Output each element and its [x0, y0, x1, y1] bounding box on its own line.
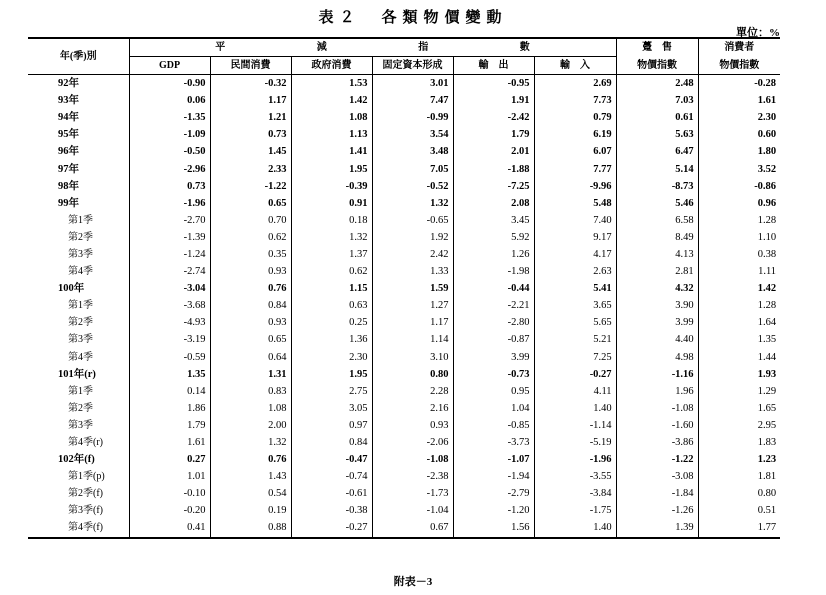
table-cell: 4.17	[534, 246, 616, 263]
table-cell: 2.01	[453, 143, 534, 160]
table-cell: 1.21	[210, 109, 291, 126]
table-cell: -0.32	[210, 75, 291, 93]
table-row	[28, 75, 780, 93]
table-cell: -1.07	[453, 451, 534, 468]
table-cell: 1.40	[534, 519, 616, 537]
table-cell: -3.84	[534, 485, 616, 502]
table-cell: 3.90	[616, 297, 698, 314]
row-label: 95年	[58, 129, 79, 141]
table-cell: -1.22	[616, 451, 698, 468]
table-cell: 1.86	[129, 400, 210, 417]
table-cell: 1.35	[129, 366, 210, 383]
wholesale-header-top: 躉 售	[616, 38, 698, 57]
table-cell: 7.77	[534, 160, 616, 177]
table-cell: 1.79	[453, 126, 534, 143]
table-cell: 1.08	[210, 400, 291, 417]
price-change-table	[28, 37, 780, 539]
table-cell: -0.61	[291, 485, 372, 502]
table-cell: 0.51	[698, 502, 780, 519]
table-cell: 1.91	[453, 92, 534, 109]
table-cell: -3.19	[129, 331, 210, 348]
table-cell: 1.61	[129, 434, 210, 451]
table-cell: 2.75	[291, 383, 372, 400]
table-row	[28, 178, 780, 195]
table-cell: 0.18	[291, 212, 372, 229]
table-cell: -2.79	[453, 485, 534, 502]
table-cell: -1.24	[129, 246, 210, 263]
table-cell: 1.43	[210, 468, 291, 485]
table-cell: 1.79	[129, 417, 210, 434]
table-body	[28, 75, 780, 538]
row-label: 第4季(r)	[68, 437, 103, 449]
table-row	[28, 297, 780, 314]
table-cell: -1.98	[453, 263, 534, 280]
table-cell: -0.27	[291, 519, 372, 537]
table-cell: -0.50	[129, 143, 210, 160]
row-label: 99年	[58, 197, 79, 209]
table-cell: 0.62	[291, 263, 372, 280]
table-cell: 1.36	[291, 331, 372, 348]
table-cell: -0.95	[453, 75, 534, 93]
table-row	[28, 160, 780, 177]
table-cell: -3.55	[534, 468, 616, 485]
table-cell: -3.08	[616, 468, 698, 485]
table-row	[28, 451, 780, 468]
table-cell: 2.81	[616, 263, 698, 280]
row-label: 第1季	[68, 385, 93, 397]
table-cell: 0.06	[129, 92, 210, 109]
table-cell: 1.39	[616, 519, 698, 537]
table-cell: 0.35	[210, 246, 291, 263]
row-label: 第1季	[68, 214, 93, 226]
table-cell: -2.74	[129, 263, 210, 280]
table-cell: 4.13	[616, 246, 698, 263]
col-gdp: GDP	[129, 57, 210, 75]
col-private-consumption: 民間消費	[210, 57, 291, 75]
table-cell: -1.73	[372, 485, 453, 502]
table-cell: 3.10	[372, 349, 453, 366]
row-label: 96年	[58, 146, 79, 158]
table-cell: 1.31	[210, 366, 291, 383]
table-cell: -0.44	[453, 280, 534, 297]
table-row	[28, 417, 780, 434]
table-cell: -0.85	[453, 417, 534, 434]
table-cell: -2.21	[453, 297, 534, 314]
table-row	[28, 212, 780, 229]
table-cell: -1.08	[616, 400, 698, 417]
table-cell: 5.48	[534, 195, 616, 212]
table-cell: 1.13	[291, 126, 372, 143]
table-cell: -1.60	[616, 417, 698, 434]
group-char-3: 指	[418, 42, 429, 53]
table-cell: -3.73	[453, 434, 534, 451]
table-cell: -1.08	[372, 451, 453, 468]
row-label: 101年(r)	[58, 368, 96, 380]
table-cell: 0.27	[129, 451, 210, 468]
table-row	[28, 331, 780, 348]
table-cell: -0.38	[291, 502, 372, 519]
col-fixed-capital: 固定資本形成	[372, 57, 453, 75]
table-cell: 1.59	[372, 280, 453, 297]
row-label-header: 年(季)別	[28, 38, 129, 75]
table-cell: 6.19	[534, 126, 616, 143]
table-cell: 7.05	[372, 160, 453, 177]
col-government-consumption: 政府消費	[291, 57, 372, 75]
table-cell: 1.10	[698, 229, 780, 246]
table-cell: -0.73	[453, 366, 534, 383]
table-cell: -0.86	[698, 178, 780, 195]
table-cell: 0.80	[698, 485, 780, 502]
table-cell: -1.20	[453, 502, 534, 519]
table-row	[28, 434, 780, 451]
unit-label: 單位：%	[736, 27, 780, 39]
row-label: 102年(f)	[58, 454, 95, 466]
row-label: 100年	[58, 283, 85, 295]
table-cell: 0.70	[210, 212, 291, 229]
table-cell: 0.73	[210, 126, 291, 143]
table-cell: -1.75	[534, 502, 616, 519]
table-cell: 2.33	[210, 160, 291, 177]
table-cell: -0.52	[372, 178, 453, 195]
table-cell: 8.49	[616, 229, 698, 246]
table-row	[28, 502, 780, 519]
table-cell: 1.15	[291, 280, 372, 297]
table-row	[28, 143, 780, 160]
table-cell: -1.09	[129, 126, 210, 143]
table-cell: 1.95	[291, 366, 372, 383]
table-cell: 4.98	[616, 349, 698, 366]
table-cell: 4.32	[616, 280, 698, 297]
table-cell: -3.68	[129, 297, 210, 314]
deflator-group-header	[129, 38, 616, 57]
table-cell: -1.84	[616, 485, 698, 502]
table-row	[28, 519, 780, 537]
row-label: 第2季	[68, 317, 93, 329]
group-char-4: 數	[519, 42, 530, 53]
table-cell: 5.92	[453, 229, 534, 246]
row-label: 第1季	[68, 300, 93, 312]
row-label: 第3季	[68, 334, 93, 346]
table-cell: 3.65	[534, 297, 616, 314]
table-cell: 1.14	[372, 331, 453, 348]
table-cell: 3.01	[372, 75, 453, 93]
table-cell: 1.01	[129, 468, 210, 485]
row-label: 第2季	[68, 402, 93, 414]
table-cell: 3.54	[372, 126, 453, 143]
table-cell: -2.96	[129, 160, 210, 177]
table-cell: 5.14	[616, 160, 698, 177]
table-row	[28, 263, 780, 280]
table-cell: 3.52	[698, 160, 780, 177]
page-footer: 附表－3	[393, 576, 433, 588]
table-cell: -0.87	[453, 331, 534, 348]
table-cell: 0.83	[210, 383, 291, 400]
table-cell: 0.38	[698, 246, 780, 263]
table-cell: 0.76	[210, 451, 291, 468]
table-cell: 2.95	[698, 417, 780, 434]
table-cell: 5.46	[616, 195, 698, 212]
table-cell: -1.35	[129, 109, 210, 126]
table-cell: 0.65	[210, 331, 291, 348]
table-cell: 1.42	[291, 92, 372, 109]
table-cell: 1.17	[210, 92, 291, 109]
row-label: 98年	[58, 180, 79, 192]
table-cell: 1.32	[210, 434, 291, 451]
table-cell: 2.16	[372, 400, 453, 417]
table-cell: 0.96	[698, 195, 780, 212]
table-cell: 0.73	[129, 178, 210, 195]
table-cell: 1.44	[698, 349, 780, 366]
table-cell: 2.30	[698, 109, 780, 126]
col-imports: 輸 入	[534, 57, 616, 75]
table-cell: 1.93	[698, 366, 780, 383]
row-label: 97年	[58, 163, 79, 175]
table-cell: 1.42	[698, 280, 780, 297]
table-cell: 4.40	[616, 331, 698, 348]
table-cell: 6.47	[616, 143, 698, 160]
table-cell: 0.84	[291, 434, 372, 451]
table-cell: 0.60	[698, 126, 780, 143]
table-cell: 0.67	[372, 519, 453, 537]
table-cell: 1.28	[698, 212, 780, 229]
table-cell: 2.00	[210, 417, 291, 434]
table-cell: -2.38	[372, 468, 453, 485]
table-cell: 7.25	[534, 349, 616, 366]
table-cell: -3.86	[616, 434, 698, 451]
table-cell: -0.65	[372, 212, 453, 229]
row-label: 第2季	[68, 231, 93, 243]
row-label: 第3季	[68, 248, 93, 260]
table-cell: 1.11	[698, 263, 780, 280]
table-cell: -0.27	[534, 366, 616, 383]
table-cell: -7.25	[453, 178, 534, 195]
table-cell: 7.40	[534, 212, 616, 229]
table-cell: 1.33	[372, 263, 453, 280]
table-cell: 0.93	[372, 417, 453, 434]
table-cell: -1.96	[129, 195, 210, 212]
table-row	[28, 126, 780, 143]
table-cell: 0.80	[372, 366, 453, 383]
table-cell: 0.63	[291, 297, 372, 314]
table-cell: 1.61	[698, 92, 780, 109]
table-cell: 0.61	[616, 109, 698, 126]
table-cell: 1.56	[453, 519, 534, 537]
table-cell: 1.83	[698, 434, 780, 451]
table-cell: -0.28	[698, 75, 780, 93]
table-cell: 1.95	[291, 160, 372, 177]
table-cell: 1.27	[372, 297, 453, 314]
table-cell: -9.96	[534, 178, 616, 195]
row-label: 第4季(f)	[68, 522, 103, 534]
table-cell: 1.53	[291, 75, 372, 93]
page-title: 表２ 各類物價變動	[318, 10, 508, 26]
table-cell: 1.80	[698, 143, 780, 160]
row-label: 第3季	[68, 419, 93, 431]
table-cell: 1.65	[698, 400, 780, 417]
table-cell: 0.41	[129, 519, 210, 537]
table-row	[28, 383, 780, 400]
row-label: 94年	[58, 112, 79, 124]
table-cell: -4.93	[129, 314, 210, 331]
table-cell: -1.04	[372, 502, 453, 519]
table-cell: 2.08	[453, 195, 534, 212]
table-cell: 1.64	[698, 314, 780, 331]
table-cell: 5.65	[534, 314, 616, 331]
row-label: 93年	[58, 95, 79, 107]
table-cell: -1.16	[616, 366, 698, 383]
table-cell: 1.32	[291, 229, 372, 246]
consumer-header-bottom: 物價指數	[698, 57, 780, 75]
table-row	[28, 280, 780, 297]
table-cell: -0.74	[291, 468, 372, 485]
table-cell: 5.63	[616, 126, 698, 143]
table-cell: -8.73	[616, 178, 698, 195]
table-cell: 1.35	[698, 331, 780, 348]
table-cell: 2.48	[616, 75, 698, 93]
table-cell: 0.54	[210, 485, 291, 502]
table-cell: 0.88	[210, 519, 291, 537]
consumer-header-top: 消費者	[698, 38, 780, 57]
table-cell: 0.97	[291, 417, 372, 434]
table-row	[28, 468, 780, 485]
table-row	[28, 195, 780, 212]
table-cell: 1.23	[698, 451, 780, 468]
table-cell: 0.93	[210, 314, 291, 331]
table-cell: -2.06	[372, 434, 453, 451]
table-cell: 1.96	[616, 383, 698, 400]
table-cell: -1.88	[453, 160, 534, 177]
wholesale-header-bottom: 物價指數	[616, 57, 698, 75]
table-cell: 1.37	[291, 246, 372, 263]
table-cell: 4.11	[534, 383, 616, 400]
table-cell: -2.70	[129, 212, 210, 229]
table-cell: 0.84	[210, 297, 291, 314]
col-exports: 輸 出	[453, 57, 534, 75]
table-cell: -1.26	[616, 502, 698, 519]
table-cell: 1.81	[698, 468, 780, 485]
table-cell: 0.65	[210, 195, 291, 212]
table-row	[28, 92, 780, 109]
table-cell: -1.14	[534, 417, 616, 434]
table-cell: -0.99	[372, 109, 453, 126]
table-cell: -0.59	[129, 349, 210, 366]
table-cell: 5.21	[534, 331, 616, 348]
table-cell: 3.99	[453, 349, 534, 366]
table-cell: 1.45	[210, 143, 291, 160]
table-cell: -1.94	[453, 468, 534, 485]
row-label: 第4季	[68, 266, 93, 278]
table-cell: 0.79	[534, 109, 616, 126]
table-cell: -5.19	[534, 434, 616, 451]
table-cell: -2.42	[453, 109, 534, 126]
table-cell: 0.62	[210, 229, 291, 246]
table-cell: 1.26	[453, 246, 534, 263]
table-cell: -2.80	[453, 314, 534, 331]
table-cell: 2.63	[534, 263, 616, 280]
table-cell: -0.90	[129, 75, 210, 93]
table-cell: -1.96	[534, 451, 616, 468]
table-cell: -1.22	[210, 178, 291, 195]
table-cell: 0.91	[291, 195, 372, 212]
table-cell: -0.10	[129, 485, 210, 502]
table-cell: -0.39	[291, 178, 372, 195]
table-row	[28, 109, 780, 126]
table-cell: 2.42	[372, 246, 453, 263]
table-cell: 1.92	[372, 229, 453, 246]
table-row	[28, 366, 780, 383]
table-cell: 3.48	[372, 143, 453, 160]
table-cell: 5.41	[534, 280, 616, 297]
table-cell: -0.47	[291, 451, 372, 468]
table-cell: 0.95	[453, 383, 534, 400]
table-cell: 1.40	[534, 400, 616, 417]
group-char-2: 減	[316, 42, 327, 53]
row-label: 第4季	[68, 351, 93, 363]
table-cell: 0.14	[129, 383, 210, 400]
table-cell: -1.39	[129, 229, 210, 246]
table-cell: 1.41	[291, 143, 372, 160]
table-cell: 3.05	[291, 400, 372, 417]
table-cell: -3.04	[129, 280, 210, 297]
table-cell: 1.04	[453, 400, 534, 417]
table-cell: 1.08	[291, 109, 372, 126]
table-cell: 7.47	[372, 92, 453, 109]
row-label: 第1季(p)	[68, 471, 105, 483]
table-cell: -0.20	[129, 502, 210, 519]
row-label: 第3季(f)	[68, 505, 103, 517]
row-label: 第2季(f)	[68, 488, 103, 500]
table-cell: 1.29	[698, 383, 780, 400]
table-cell: 6.07	[534, 143, 616, 160]
table-cell: 0.64	[210, 349, 291, 366]
group-char-1: 平	[215, 42, 226, 53]
table-row	[28, 400, 780, 417]
table-cell: 1.77	[698, 519, 780, 537]
table-cell: 7.03	[616, 92, 698, 109]
table-cell: 2.28	[372, 383, 453, 400]
table-cell: 0.93	[210, 263, 291, 280]
table-cell: 1.28	[698, 297, 780, 314]
row-label: 92年	[58, 78, 79, 90]
table-cell: 7.73	[534, 92, 616, 109]
table-cell: 2.69	[534, 75, 616, 93]
table-cell: 1.17	[372, 314, 453, 331]
table-row	[28, 229, 780, 246]
table-cell: 0.76	[210, 280, 291, 297]
table-row	[28, 485, 780, 502]
table-cell: 2.30	[291, 349, 372, 366]
table-cell: 1.32	[372, 195, 453, 212]
table-row	[28, 246, 780, 263]
table-cell: 3.45	[453, 212, 534, 229]
table-row	[28, 314, 780, 331]
table-cell: 9.17	[534, 229, 616, 246]
table-cell: 6.58	[616, 212, 698, 229]
table-row	[28, 349, 780, 366]
table-cell: 3.99	[616, 314, 698, 331]
table-cell: 0.25	[291, 314, 372, 331]
table-cell: 0.19	[210, 502, 291, 519]
